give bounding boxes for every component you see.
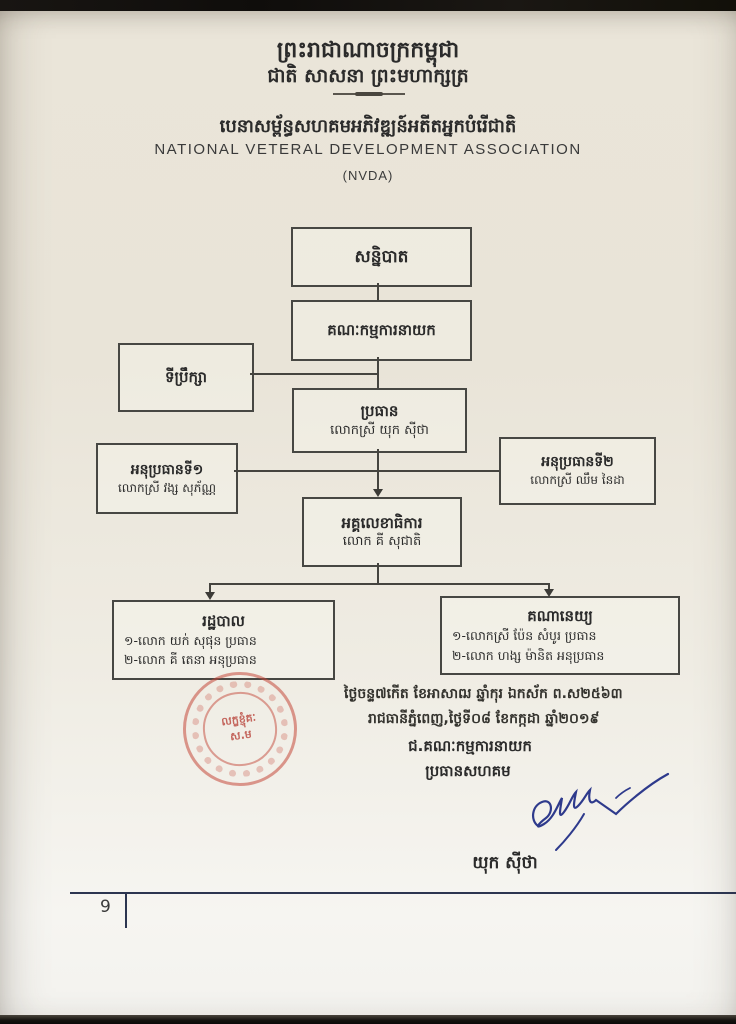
- org-box-congress: [291, 227, 472, 287]
- page-number: 9: [100, 897, 111, 917]
- arrow-to-secretary: [373, 489, 383, 497]
- vp2-title: អនុប្រធានទី២: [541, 454, 614, 471]
- administration-member-2: ២-លោក គី តេនា អនុប្រធាន: [124, 652, 257, 668]
- administration-title: រដ្ឋបាល: [202, 611, 245, 630]
- accounting-title: គណានេយ្យ: [527, 607, 593, 625]
- signature-ink: [520, 768, 680, 853]
- gregorian-date-line: រាជធានីភ្នំពេញ,ថ្ងៃទី០៨ ខែកក្កដា ឆ្នាំ២០១៩: [368, 711, 600, 727]
- president-title: ប្រធាន: [360, 402, 399, 421]
- seal-center-line-1: លក្ខខ្ញុំគៈ: [220, 710, 257, 729]
- sign-role-line: ប្រធានសហគម: [425, 762, 511, 780]
- org-box-advisor: [118, 343, 254, 412]
- seal-ring-text: [186, 675, 294, 783]
- signer-name: យុក ស៊ីថា: [472, 853, 538, 873]
- motto-divider-center: [355, 92, 383, 96]
- vp2-name: លោកស្រី ឈឹម នៃដា: [530, 473, 625, 488]
- association-title-english: NATIONAL VETERAL DEVELOPMENT ASSOCIATION: [154, 141, 582, 158]
- footer-rule-vertical: [125, 892, 127, 928]
- advisor-title: ទីប្រឹក្សា: [164, 368, 208, 387]
- vp1-name: លោកស្រី វង្ស សុភ័ណ្ណ: [118, 480, 216, 495]
- org-box-president: [292, 388, 467, 453]
- org-box-board: [291, 300, 472, 361]
- kingdom-title: ព្រះរាជាណាចក្រកម្ពុជា: [276, 38, 460, 63]
- connector-secretary-down: [377, 563, 379, 584]
- lunar-date-line: ថ្ងៃចន្ទ៧កើត ខែអាសាឍ ឆ្នាំកុរ ឯកស័ក ព.ស២៥៦៣: [344, 686, 623, 702]
- president-name: លោកស្រី យុក ស៊ីថា: [330, 422, 429, 438]
- org-box-administration: [112, 600, 335, 680]
- org-box-vice-president-2: [499, 437, 656, 505]
- accounting-member-2: ២-លោក ហង្ស ម៉ានិត អនុប្រធាន: [452, 647, 605, 663]
- connector-congress-board: [377, 283, 379, 300]
- sign-on-behalf-line: ជ.គណៈកម្មការនាយក: [408, 737, 532, 755]
- secretary-name: លោក គី សុជាតិ: [342, 534, 422, 550]
- secretary-title: អគ្គលេខាធិការ: [341, 513, 423, 532]
- national-motto: ជាតិ សាសនា ព្រះមហាក្សត្រ: [267, 65, 469, 87]
- seal-center-line-2: ស.ម: [229, 727, 253, 744]
- connector-bottom-branch: [209, 583, 549, 585]
- association-acronym: (NVDA): [342, 168, 394, 183]
- vp1-title: អនុប្រធានទី១: [130, 461, 204, 478]
- arrow-to-accounting: [544, 589, 554, 597]
- accounting-member-1: ១-លោកស្រី ប៉ែន សំបូរ ប្រធាន: [452, 628, 597, 644]
- board-title: គណៈកម្មការនាយក: [327, 321, 436, 340]
- photo-top-edge: [0, 0, 736, 11]
- org-box-secretary-general: [302, 497, 462, 567]
- arrow-to-administration: [205, 592, 215, 600]
- connector-advisor-branch: [250, 373, 378, 375]
- association-title-khmer: បេនាសម្ព័ន្ធសហគមអភិវឌ្ឍន៍អតីតអ្នកបំរើជាតិ: [219, 116, 517, 137]
- footer-rule-horizontal: [70, 892, 736, 894]
- congress-title: សន្និបាត: [354, 246, 409, 267]
- org-box-vice-president-1: [96, 443, 238, 514]
- administration-member-1: ១-លោក យក់ សុផុន ប្រធាន: [124, 632, 257, 648]
- photo-bottom-edge: [0, 1015, 736, 1024]
- org-box-accounting: [440, 596, 680, 675]
- connector-vps-branch: [234, 470, 499, 472]
